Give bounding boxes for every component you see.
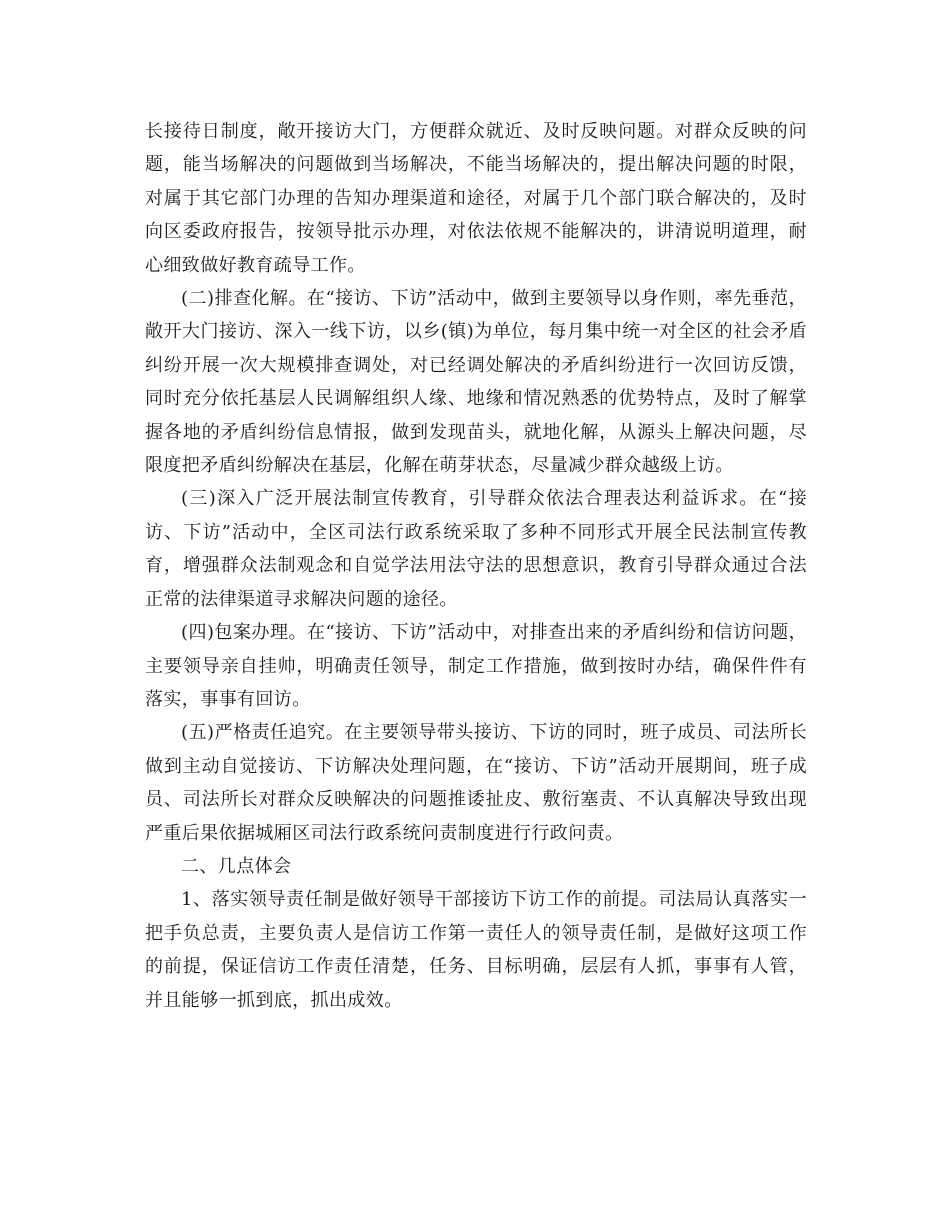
paragraph-reception-day: 长接待日制度，敞开接访大门，方便群众就近、及时反映问题。对群众反映的问题，能当场解决的问题做到当场解决，不能当场解决的，提出解决问题的时限，对属于其它部门办理的告知办理渠道和途径，对属于几个部门联合解决的，及时向区委政府报告，按领导批示办理，对依法依规不能解决的，讲清说明道理，耐心细致做好教育疏导工作。 bbox=[145, 121, 807, 276]
paragraph-accountability: (五)严格责任追究。在主要领导带头接访、下访的同时，班子成员、司法所长做到主动自觉接访、下访解决处理问题，在“接访、下访”活动开展期间，班子成员、司法所长对群众反映解决的问题推诿扯皮、敷衍塞责、不认真解决导致出现严重后果依据城厢区司法行政系统问责制度进行行政问责。 bbox=[145, 722, 807, 844]
paragraph-legal-education: (三)深入广泛开展法制宣传教育，引导群众依法合理表达利益诉求。在“接访、下访”活动中，全区司法行政系统采取了多种不同形式开展全民法制宣传教育，增强群众法制观念和自觉学法用法守法的思想意识，教育引导群众通过合法正常的法律渠道寻求解决问题的途径。 bbox=[145, 488, 807, 610]
paragraph-case-handling: (四)包案办理。在“接访、下访”活动中，对排查出来的矛盾纠纷和信访问题，主要领导亲自挂帅，明确责任领导，制定工作措施，做到按时办结，确保件件有落实，事事有回访。 bbox=[145, 622, 807, 710]
paragraph-leadership-responsibility: 1、落实领导责任制是做好领导干部接访下访工作的前提。司法局认真落实一把手负总责，主要负责人是信访工作第一责任人的领导责任制，是做好这项工作的前提，保证信访工作责任清楚，任务、目标明确，层层有人抓，事事有人管，并且能够一抓到底，抓出成效。 bbox=[145, 889, 807, 1011]
document-body bbox=[145, 115, 807, 1017]
section-heading-experiences: 二、几点体会 bbox=[181, 855, 292, 877]
paragraph-investigation-resolution: (二)排查化解。在“接访、下访”活动中，做到主要领导以身作则，率先垂范，敞开大门接访、深入一线下访，以乡(镇)为单位，每月集中统一对全区的社会矛盾纠纷开展一次大规模排查调处，对已经调处解决的矛盾纠纷进行一次回访反馈，同时充分依托基层人民调解组织人缘、地缘和情况熟悉的优势特点，及时了解掌握各地的矛盾纠纷信息情报，做到发现苗头，就地化解，从源头上解决问题，尽限度把矛盾纠纷解决在基层，化解在萌芽状态，尽量减少群众越级上访。 bbox=[145, 288, 807, 477]
